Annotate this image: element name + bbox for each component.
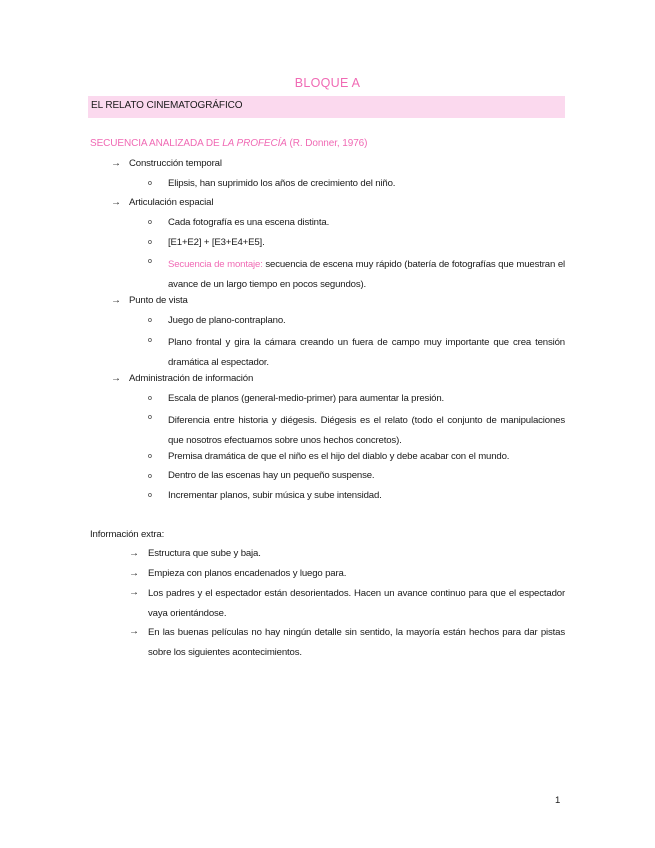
arrow-icon: → xyxy=(129,568,139,579)
section-title xyxy=(90,138,367,149)
list-item: Empieza con planos encadenados y luego para. xyxy=(148,568,347,579)
list-item: [E1+E2] + [E3+E4+E5]. xyxy=(168,237,265,248)
list-item: Estructura que sube y baja. xyxy=(148,548,261,559)
bullet-icon: o xyxy=(148,219,152,226)
list-item-heading: Administración de información xyxy=(129,373,254,384)
section-title-suffix: (R. Donner, 1976) xyxy=(286,138,368,149)
list-item: Elipsis, han suprimido los años de crecimiento del niño. xyxy=(168,178,396,189)
list-item-heading: Articulación espacial xyxy=(129,197,214,208)
bullet-icon: o xyxy=(148,337,152,344)
bullet-icon: o xyxy=(148,317,152,324)
bullet-icon: o xyxy=(148,453,152,460)
arrow-icon: → xyxy=(129,548,139,559)
bullet-icon: o xyxy=(148,473,152,480)
list-item: Juego de plano-contraplano. xyxy=(168,315,286,326)
extra-title: Información extra: xyxy=(90,529,165,540)
bullet-icon: o xyxy=(148,492,152,499)
arrow-icon: → xyxy=(111,158,121,169)
list-item xyxy=(168,255,565,295)
arrow-icon: → xyxy=(111,197,121,208)
block-heading: BLOQUE A xyxy=(294,76,361,90)
section-title-prefix: SECUENCIA ANALIZADA DE xyxy=(90,138,223,149)
list-item-heading: Construcción temporal xyxy=(129,158,222,169)
list-item: Los padres y el espectador están desorientados. Hacen un avance continuo para que el espectador vaya orientándose. xyxy=(148,588,565,619)
list-item-heading: Punto de vista xyxy=(129,295,188,306)
chapter-banner: EL RELATO CINEMATOGRÁFICO xyxy=(88,96,565,118)
list-item: En las buenas películas no hay ningún detalle sin sentido, la mayoría están hechos para dar pistas sobre los siguientes acontecimientos. xyxy=(148,627,565,658)
arrow-icon: → xyxy=(111,295,121,306)
list-item: Diferencia entre historia y diégesis. Diégesis es el relato (todo el conjunto de manipulaciones que nosotros efectuamos sobre unos hechos concretos). xyxy=(168,415,565,446)
montaje-text: secuencia de escena muy rápido (batería de fotografías que muestran el avance de un largo tiempo en pocos segundos). xyxy=(168,259,565,290)
bullet-icon: o xyxy=(148,395,152,402)
arrow-icon: → xyxy=(129,587,139,598)
list-item: Dentro de las escenas hay un pequeño suspense. xyxy=(168,470,375,481)
film-title: LA PROFECÍA xyxy=(222,138,287,149)
bullet-icon: o xyxy=(148,258,152,265)
list-item: Cada fotografía es una escena distinta. xyxy=(168,217,330,228)
list-item: Incrementar planos, subir música y sube intensidad. xyxy=(168,490,382,501)
montaje-label: Secuencia de montaje: xyxy=(168,259,263,270)
list-item: Plano frontal y gira la cámara creando un fuera de campo muy importante que crea tensión dramática al espectador. xyxy=(168,337,565,368)
arrow-icon: → xyxy=(129,626,139,637)
bullet-icon: o xyxy=(148,414,152,421)
list-item: Escala de planos (general-medio-primer) para aumentar la presión. xyxy=(168,393,445,404)
page-number: 1 xyxy=(555,795,561,806)
list-item: Premisa dramática de que el niño es el hijo del diablo y debe acabar con el mundo. xyxy=(168,451,510,462)
bullet-icon: o xyxy=(148,180,152,187)
arrow-icon: → xyxy=(111,373,121,384)
bullet-icon: o xyxy=(148,239,152,246)
